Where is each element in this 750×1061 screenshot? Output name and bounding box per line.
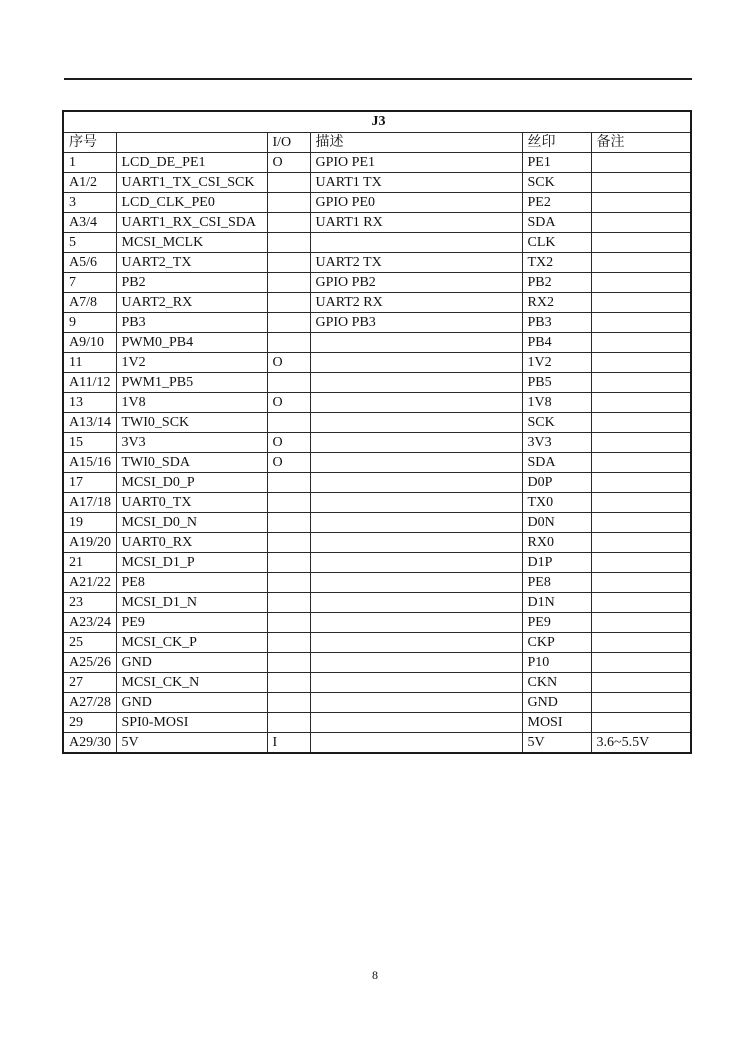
table-cell: 1V2 xyxy=(522,352,591,372)
table-row xyxy=(63,232,691,252)
table-row xyxy=(63,712,691,732)
table-cell xyxy=(310,452,522,472)
table-cell xyxy=(591,392,691,412)
table-cell: UART0_RX xyxy=(116,532,267,552)
table-cell: D0P xyxy=(522,472,591,492)
column-header-io: I/O xyxy=(267,132,310,152)
page-header-divider xyxy=(64,78,692,80)
table-cell xyxy=(310,472,522,492)
table-cell: MCSI_D1_P xyxy=(116,552,267,572)
page-number: 8 xyxy=(372,968,378,982)
table-cell: RX0 xyxy=(522,532,591,552)
table-cell xyxy=(591,632,691,652)
table-cell: 19 xyxy=(63,512,116,532)
table-cell xyxy=(267,212,310,232)
table-cell: P10 xyxy=(522,652,591,672)
table-cell xyxy=(591,372,691,392)
table-cell: 5V xyxy=(116,732,267,753)
table-cell xyxy=(591,592,691,612)
table-cell: A15/16 xyxy=(63,452,116,472)
table-cell: 21 xyxy=(63,552,116,572)
table-cell: PE1 xyxy=(522,152,591,172)
table-cell: UART2 TX xyxy=(310,252,522,272)
table-cell xyxy=(267,312,310,332)
table-cell xyxy=(267,372,310,392)
table-head xyxy=(63,111,691,152)
table-cell xyxy=(591,192,691,212)
table-cell: TWI0_SDA xyxy=(116,452,267,472)
table-cell xyxy=(591,492,691,512)
table-cell xyxy=(591,692,691,712)
table-cell: UART2_TX xyxy=(116,252,267,272)
table-row xyxy=(63,692,691,712)
table-cell: O xyxy=(267,452,310,472)
table-cell xyxy=(310,672,522,692)
table-cell: GPIO PB3 xyxy=(310,312,522,332)
table-row xyxy=(63,372,691,392)
table-cell xyxy=(591,612,691,632)
table-cell xyxy=(591,512,691,532)
table-cell: UART2_RX xyxy=(116,292,267,312)
table-cell: 23 xyxy=(63,592,116,612)
table-cell: I xyxy=(267,732,310,753)
table-cell: A1/2 xyxy=(63,172,116,192)
table-cell: GPIO PE1 xyxy=(310,152,522,172)
table-cell: PB3 xyxy=(522,312,591,332)
table-cell: PWM1_PB5 xyxy=(116,372,267,392)
table-cell xyxy=(310,632,522,652)
table-cell: SCK xyxy=(522,172,591,192)
table-cell: SCK xyxy=(522,412,591,432)
table-cell: MCSI_MCLK xyxy=(116,232,267,252)
table-cell: 7 xyxy=(63,272,116,292)
table-title-row xyxy=(63,111,691,132)
table-cell: 3V3 xyxy=(116,432,267,452)
table-row xyxy=(63,412,691,432)
table-cell xyxy=(310,432,522,452)
table-cell xyxy=(310,232,522,252)
table-cell xyxy=(310,372,522,392)
table-cell: 5V xyxy=(522,732,591,753)
table-cell: PB5 xyxy=(522,372,591,392)
table-row xyxy=(63,432,691,452)
table-cell: A13/14 xyxy=(63,412,116,432)
table-cell: A21/22 xyxy=(63,572,116,592)
table-cell xyxy=(310,712,522,732)
table-cell: A5/6 xyxy=(63,252,116,272)
table-cell xyxy=(591,152,691,172)
table-cell: UART0_TX xyxy=(116,492,267,512)
table-cell: TX0 xyxy=(522,492,591,512)
table-cell xyxy=(591,532,691,552)
table-cell xyxy=(267,412,310,432)
table-cell: A29/30 xyxy=(63,732,116,753)
connector-pinout-table xyxy=(62,110,692,754)
table-cell: 1V8 xyxy=(522,392,591,412)
table-row xyxy=(63,452,691,472)
table-cell xyxy=(267,572,310,592)
table-row xyxy=(63,352,691,372)
table-cell xyxy=(310,612,522,632)
table-cell xyxy=(267,292,310,312)
table-cell: GPIO PE0 xyxy=(310,192,522,212)
table-cell xyxy=(310,512,522,532)
table-cell xyxy=(267,632,310,652)
table-cell: UART1 RX xyxy=(310,212,522,232)
table-cell: GND xyxy=(116,652,267,672)
table-cell xyxy=(310,572,522,592)
table-cell: D1N xyxy=(522,592,591,612)
table-cell: 1 xyxy=(63,152,116,172)
table-cell xyxy=(591,572,691,592)
table-row xyxy=(63,532,691,552)
table-cell: UART1_RX_CSI_SDA xyxy=(116,212,267,232)
table-cell: A25/26 xyxy=(63,652,116,672)
table-cell xyxy=(591,332,691,352)
table-row xyxy=(63,272,691,292)
table-cell: O xyxy=(267,392,310,412)
table-cell xyxy=(591,652,691,672)
table-cell xyxy=(310,692,522,712)
table-cell xyxy=(267,592,310,612)
table-cell: 11 xyxy=(63,352,116,372)
table-cell: SDA xyxy=(522,452,591,472)
table-cell: 27 xyxy=(63,672,116,692)
table-cell: CLK xyxy=(522,232,591,252)
column-header-remark: 备注 xyxy=(591,132,691,152)
table-cell: 15 xyxy=(63,432,116,452)
table-cell xyxy=(591,232,691,252)
table-cell: A9/10 xyxy=(63,332,116,352)
table-header-row xyxy=(63,132,691,152)
table-cell: 1V8 xyxy=(116,392,267,412)
table-cell xyxy=(591,212,691,232)
table-cell: A17/18 xyxy=(63,492,116,512)
table-cell: 5 xyxy=(63,232,116,252)
table-cell xyxy=(591,452,691,472)
table-cell: D1P xyxy=(522,552,591,572)
table-cell: 1V2 xyxy=(116,352,267,372)
table-cell: PWM0_PB4 xyxy=(116,332,267,352)
table-cell: PB4 xyxy=(522,332,591,352)
table-cell: UART2 RX xyxy=(310,292,522,312)
table-row xyxy=(63,292,691,312)
table-cell: 17 xyxy=(63,472,116,492)
table-cell: MOSI xyxy=(522,712,591,732)
table-cell: SPI0-MOSI xyxy=(116,712,267,732)
table-cell: TX2 xyxy=(522,252,591,272)
table-cell: PB2 xyxy=(116,272,267,292)
table-cell: A3/4 xyxy=(63,212,116,232)
table-cell: CKP xyxy=(522,632,591,652)
table-row xyxy=(63,172,691,192)
table-cell: LCD_DE_PE1 xyxy=(116,152,267,172)
table-cell: 25 xyxy=(63,632,116,652)
table-body xyxy=(63,152,691,753)
table-cell xyxy=(267,672,310,692)
table-row xyxy=(63,332,691,352)
table-row xyxy=(63,472,691,492)
column-header-index: 序号 xyxy=(63,132,116,152)
table-cell xyxy=(310,552,522,572)
table-cell: CKN xyxy=(522,672,591,692)
table-cell xyxy=(310,332,522,352)
table-row xyxy=(63,632,691,652)
table-cell xyxy=(267,552,310,572)
table-cell xyxy=(267,252,310,272)
table-cell: TWI0_SCK xyxy=(116,412,267,432)
table-cell xyxy=(267,512,310,532)
table-cell: MCSI_CK_P xyxy=(116,632,267,652)
table-cell xyxy=(310,352,522,372)
table-cell: O xyxy=(267,152,310,172)
column-header-signal-name xyxy=(116,132,267,152)
table-cell: GPIO PB2 xyxy=(310,272,522,292)
table-cell xyxy=(591,672,691,692)
table-cell xyxy=(591,312,691,332)
table-cell: PB2 xyxy=(522,272,591,292)
table-cell: MCSI_D0_N xyxy=(116,512,267,532)
table-cell xyxy=(267,172,310,192)
table-cell xyxy=(267,532,310,552)
table-cell xyxy=(267,272,310,292)
table-cell xyxy=(591,352,691,372)
table-cell xyxy=(591,412,691,432)
table-cell: A19/20 xyxy=(63,532,116,552)
table-cell: 29 xyxy=(63,712,116,732)
table-row xyxy=(63,552,691,572)
table-row xyxy=(63,252,691,272)
table-cell: PE8 xyxy=(116,572,267,592)
table-cell xyxy=(267,612,310,632)
table-cell: LCD_CLK_PE0 xyxy=(116,192,267,212)
table-row xyxy=(63,192,691,212)
table-cell: D0N xyxy=(522,512,591,532)
table-cell xyxy=(310,732,522,753)
table-cell: GND xyxy=(522,692,591,712)
table-cell xyxy=(591,292,691,312)
table-cell: 3 xyxy=(63,192,116,212)
table-cell: MCSI_CK_N xyxy=(116,672,267,692)
table-cell: PE8 xyxy=(522,572,591,592)
table-row xyxy=(63,492,691,512)
table-cell: PE2 xyxy=(522,192,591,212)
table-cell: 3.6~5.5V xyxy=(591,732,691,753)
table-cell xyxy=(591,272,691,292)
column-header-description: 描述 xyxy=(310,132,522,152)
table-cell: 3V3 xyxy=(522,432,591,452)
table-cell xyxy=(267,472,310,492)
table-cell xyxy=(591,552,691,572)
table-cell xyxy=(267,652,310,672)
table-cell xyxy=(310,412,522,432)
table-cell xyxy=(267,332,310,352)
table-cell xyxy=(310,592,522,612)
table-row xyxy=(63,672,691,692)
table-cell: 13 xyxy=(63,392,116,412)
table-cell: GND xyxy=(116,692,267,712)
table-cell: A7/8 xyxy=(63,292,116,312)
table-cell xyxy=(267,692,310,712)
table-cell: SDA xyxy=(522,212,591,232)
table-cell: PB3 xyxy=(116,312,267,332)
table-cell: A27/28 xyxy=(63,692,116,712)
table-cell xyxy=(591,432,691,452)
table-row xyxy=(63,392,691,412)
table-cell xyxy=(310,392,522,412)
table-cell: O xyxy=(267,432,310,452)
table-cell: A23/24 xyxy=(63,612,116,632)
table-cell xyxy=(267,712,310,732)
table-cell: 9 xyxy=(63,312,116,332)
table-row xyxy=(63,612,691,632)
table-cell: RX2 xyxy=(522,292,591,312)
table-cell: A11/12 xyxy=(63,372,116,392)
table-row xyxy=(63,572,691,592)
table-row xyxy=(63,312,691,332)
table-cell xyxy=(310,652,522,672)
table-cell xyxy=(591,712,691,732)
table-cell xyxy=(267,232,310,252)
table-cell: UART1_TX_CSI_SCK xyxy=(116,172,267,192)
table-cell: PE9 xyxy=(116,612,267,632)
table-cell: O xyxy=(267,352,310,372)
table-cell xyxy=(310,492,522,512)
table-cell: MCSI_D1_N xyxy=(116,592,267,612)
table-row xyxy=(63,512,691,532)
table-cell: PE9 xyxy=(522,612,591,632)
table-row xyxy=(63,732,691,753)
table-cell xyxy=(267,192,310,212)
table-cell: MCSI_D0_P xyxy=(116,472,267,492)
table-row xyxy=(63,212,691,232)
table-row xyxy=(63,152,691,172)
column-header-silkscreen: 丝印 xyxy=(522,132,591,152)
table-cell xyxy=(591,472,691,492)
table-row xyxy=(63,652,691,672)
table-cell xyxy=(591,252,691,272)
table-cell xyxy=(267,492,310,512)
table-cell: UART1 TX xyxy=(310,172,522,192)
table-cell xyxy=(591,172,691,192)
table-title: J3 xyxy=(63,111,691,132)
table-row xyxy=(63,592,691,612)
table-cell xyxy=(310,532,522,552)
